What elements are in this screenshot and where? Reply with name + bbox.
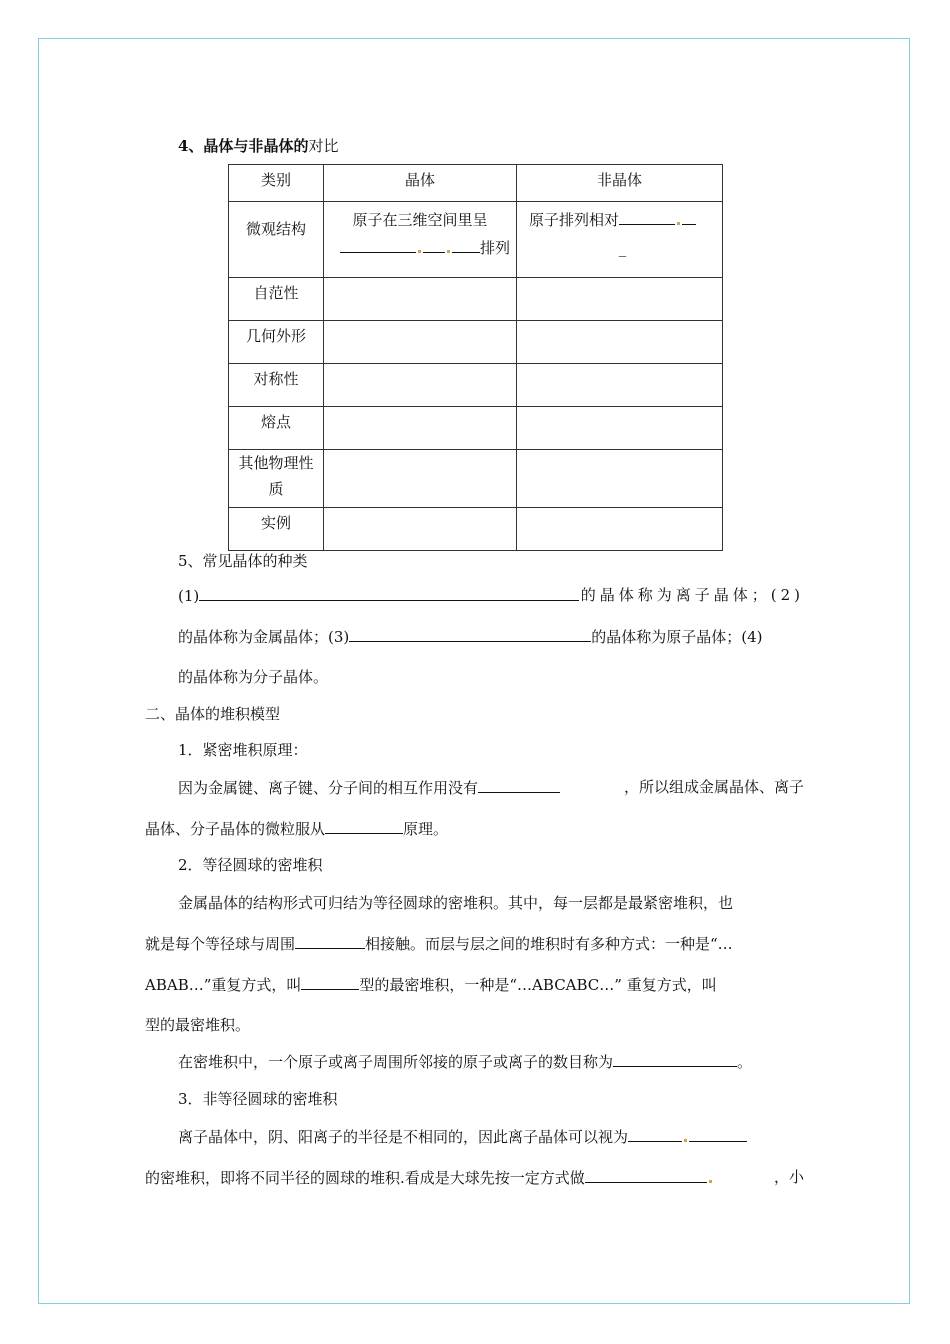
sub-heading-2: 2．等径圆球的密堆积: [178, 856, 323, 874]
crystal-comparison-table: [228, 164, 723, 551]
amorphous-cell[interactable]: [517, 508, 723, 551]
blank-large-sphere[interactable]: [585, 1167, 707, 1183]
paragraph-2-line-4: 型的最密堆积。: [145, 1016, 251, 1034]
blank-principle[interactable]: [325, 818, 403, 834]
row-label: 熔点: [229, 407, 324, 450]
header-amorphous: 非晶体: [517, 165, 723, 202]
amorphous-cell[interactable]: [517, 450, 723, 508]
paragraph-3: 在密堆积中，一个原子或离子周围所邻接的原子或离子的数目称为 。: [178, 1053, 753, 1071]
sub-heading-1: 1．紧密堆积原理：: [178, 741, 308, 759]
paragraph-2: 金属晶体的结构形式可归结为等径圆球的密堆积。其中，每一层都是最紧密堆积，也: [178, 894, 734, 912]
header-crystal: 晶体: [324, 165, 517, 202]
crystal-cell[interactable]: [324, 321, 517, 364]
blank-1[interactable]: [199, 585, 579, 601]
section-5-line-1: (1) 的晶体称为离子晶体；(2): [178, 586, 804, 605]
blank-abab-type[interactable]: [301, 974, 359, 990]
blank-coordination-number[interactable]: [613, 1051, 737, 1067]
table-row: [229, 321, 723, 364]
row-label: 实例: [229, 508, 324, 551]
paragraph-2-line-2: 就是每个等径球与周围 相接触。而层与层之间的堆积时有多种方式：一种是“…: [145, 935, 733, 953]
blank-ion-packing[interactable]: [689, 1126, 747, 1142]
section-2-title: 二、晶体的堆积模型: [145, 705, 281, 723]
blank-3[interactable]: [349, 626, 591, 642]
section-5-line-3: 的晶体称为分子晶体。: [178, 668, 329, 686]
blank-no-direction[interactable]: [478, 777, 560, 793]
micro-amorphous-cell[interactable]: 原子排列相对 _: [517, 202, 723, 278]
table-row: [229, 508, 723, 551]
table-row: [229, 450, 723, 508]
paragraph-4: 离子晶体中，阴、阳离子的半径是不相同的，因此离子晶体可以视为: [178, 1126, 747, 1147]
table-row: [229, 364, 723, 407]
paragraph-1: 因为金属键、离子键、分子间的相互作用没有 ，所以组成金属晶体、离子: [178, 778, 804, 797]
row-label: 自范性: [229, 278, 324, 321]
amorphous-cell[interactable]: [517, 321, 723, 364]
crystal-cell[interactable]: [324, 364, 517, 407]
table-row: [229, 202, 723, 278]
amorphous-cell[interactable]: [517, 278, 723, 321]
section-5-line-2: 的晶体称为金属晶体；(3) 的晶体称为原子晶体；(4): [178, 628, 763, 646]
row-label: 几何外形: [229, 321, 324, 364]
crystal-cell[interactable]: [324, 508, 517, 551]
paragraph-1-cont: 晶体、分子晶体的微粒服从 原理。: [145, 820, 449, 838]
sub-heading-3: 3．非等径圆球的密堆积: [178, 1090, 338, 1108]
row-label: 微观结构: [229, 202, 324, 278]
header-category: 类别: [229, 165, 324, 202]
row-label: 其他物理性质: [229, 450, 324, 508]
amorphous-cell[interactable]: [517, 407, 723, 450]
heading-4: 4、晶体与非晶体的对比: [178, 137, 339, 155]
micro-crystal-cell[interactable]: 原子在三维空间里呈 排列: [324, 202, 517, 278]
crystal-cell[interactable]: [324, 450, 517, 508]
section-5-title: 5、常见晶体的种类: [178, 552, 308, 570]
crystal-cell[interactable]: [324, 407, 517, 450]
table-row: [229, 407, 723, 450]
crystal-cell[interactable]: [324, 278, 517, 321]
paragraph-2-line-3: ABAB…”重复方式，叫 型的最密堆积，一种是“…ABCABC…” 重复方式，叫: [145, 976, 717, 994]
amorphous-cell[interactable]: [517, 364, 723, 407]
blank-coordination[interactable]: [295, 933, 365, 949]
table-row: [229, 278, 723, 321]
row-label: 对称性: [229, 364, 324, 407]
paragraph-4-line-2: 的密堆积，即将不同半径的圆球的堆积.看成是大球先按一定方式做 ，小: [145, 1168, 804, 1187]
